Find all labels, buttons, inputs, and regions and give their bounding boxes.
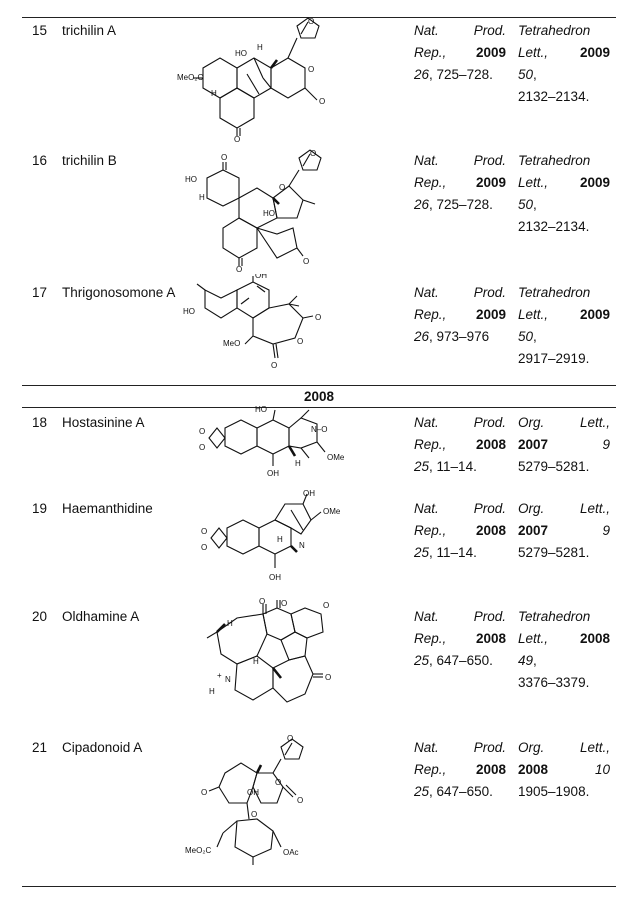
reference-1 xyxy=(414,20,506,86)
compound-name: Haemanthidine xyxy=(62,501,153,516)
structure-label: OAc xyxy=(283,848,299,857)
ref-journal: Org. xyxy=(518,501,545,516)
structure-label: O xyxy=(251,810,258,819)
ref-volume: 9 xyxy=(602,523,610,538)
ref-pages: 3376–3379. xyxy=(518,675,590,690)
ref-pages: , 11–14. xyxy=(429,545,477,560)
structure-label: MeO xyxy=(223,339,241,348)
entry-number: 15 xyxy=(32,23,48,38)
ref-journal: Lett., xyxy=(518,631,549,646)
ref-journal: Nat. xyxy=(414,501,439,516)
ref-journal: Nat. xyxy=(414,415,439,430)
ref-volume: 26 xyxy=(414,329,430,344)
ref-volume: 10 xyxy=(594,762,610,777)
ref-year: 2008 xyxy=(475,631,506,646)
ref-journal: Nat. xyxy=(414,153,439,168)
ref-year: 2009 xyxy=(579,175,610,190)
structure-label: MeO₂C xyxy=(177,73,204,82)
table-bottom-rule xyxy=(22,886,616,887)
structure-label: O xyxy=(221,153,228,162)
ref-journal: Lett., xyxy=(579,415,610,430)
ref-journal: Rep., xyxy=(414,307,447,322)
ref-pages: , 725–728. xyxy=(429,197,493,212)
structure-label: H xyxy=(211,89,217,98)
structure-label: O xyxy=(319,97,326,106)
ref-pages: , 973–976 xyxy=(429,329,490,344)
ref-journal: Prod. xyxy=(473,153,506,168)
reference-2 xyxy=(518,412,610,478)
ref-journal: Rep., xyxy=(414,437,447,452)
ref-volume: 25 xyxy=(414,545,430,560)
ref-volume: 25 xyxy=(414,784,430,799)
reference-1 xyxy=(414,282,506,348)
structure-label: MeO₂C xyxy=(185,846,212,855)
ref-year: 2008 xyxy=(475,523,506,538)
structure-label: N–O xyxy=(311,425,328,434)
ref-year: 2008 xyxy=(579,631,610,646)
ref-journal: Org. xyxy=(518,415,545,430)
structure-label: O xyxy=(279,183,286,192)
ref-volume: 25 xyxy=(414,653,430,668)
entry-number: 18 xyxy=(32,415,48,430)
ref-pages: , 725–728. xyxy=(429,67,493,82)
ref-pages: , 647–650. xyxy=(429,784,493,799)
ref-year: 2008 xyxy=(475,762,506,777)
structure-label: O xyxy=(308,65,315,74)
reference-1 xyxy=(414,606,506,672)
structure-label: HO xyxy=(185,175,197,184)
ref-journal: Tetrahedron xyxy=(518,609,591,624)
ref-journal: Rep., xyxy=(414,45,447,60)
structure-label: H xyxy=(257,43,263,52)
compound-name: Cipadonoid A xyxy=(62,740,143,755)
structure-label: HO xyxy=(183,307,195,316)
ref-journal: Prod. xyxy=(473,501,506,516)
reference-1 xyxy=(414,737,506,803)
compound-name: Hostasinine A xyxy=(62,415,145,430)
structure-label: OMe xyxy=(327,453,345,462)
structure-label: O xyxy=(310,149,317,158)
ref-volume: 9 xyxy=(602,437,610,452)
structure-label: O xyxy=(234,135,241,142)
ref-journal: Prod. xyxy=(473,415,506,430)
structure-hostasinine-a xyxy=(177,404,367,484)
structure-oldhamine-a xyxy=(177,598,367,722)
structure-label: O xyxy=(201,527,208,536)
ref-journal: Rep., xyxy=(414,523,447,538)
ref-journal: Tetrahedron xyxy=(518,285,591,300)
structure-label: H xyxy=(199,193,205,202)
structure-label: O xyxy=(287,734,294,743)
ref-pages: 5279–5281. xyxy=(518,459,590,474)
reference-1 xyxy=(414,150,506,216)
structure-label: OH xyxy=(255,274,267,280)
entry-number: 17 xyxy=(32,285,48,300)
ref-volume: 25 xyxy=(414,459,430,474)
ref-journal: Nat. xyxy=(414,740,439,755)
reference-2 xyxy=(518,737,610,803)
compound-name: trichilin A xyxy=(62,23,117,38)
reference-2: Tetrahedron Lett., 2009 50 , 2132–2134. xyxy=(518,20,610,108)
compound-name: trichilin B xyxy=(62,153,117,168)
entry-number: 16 xyxy=(32,153,48,168)
ref-journal: Prod. xyxy=(473,609,506,624)
entry-number: 21 xyxy=(32,740,48,755)
structure-label: O xyxy=(323,601,330,610)
structure-label: O xyxy=(297,337,304,346)
structure-label: H xyxy=(277,535,283,544)
reference-2: Tetrahedron Lett., 2009 50 , 2132–2134. xyxy=(518,150,610,238)
structure-label: O xyxy=(271,361,278,370)
structure-label: O xyxy=(199,443,206,452)
reference-2: Tetrahedron Lett., 2009 50 , 2917–2919. xyxy=(518,282,610,370)
ref-journal: Rep., xyxy=(414,762,447,777)
structure-trichilin-a xyxy=(177,12,367,142)
compound-name: Thrigonosomone A xyxy=(62,285,176,300)
ref-pages: , 647–650. xyxy=(429,653,493,668)
ref-journal: Nat. xyxy=(414,609,439,624)
ref-journal: Tetrahedron xyxy=(518,153,591,168)
ref-year: 2007 xyxy=(518,437,549,452)
reference-2 xyxy=(518,498,610,564)
ref-journal: Nat. xyxy=(414,285,439,300)
entry-number: 19 xyxy=(32,501,48,516)
structure-label: OH xyxy=(269,573,281,582)
year-header: 2008 xyxy=(303,389,335,404)
ref-journal: Lett., xyxy=(579,501,610,516)
ref-year: 2009 xyxy=(475,307,506,322)
ref-volume: 26 xyxy=(414,197,430,212)
ref-journal: Org. xyxy=(518,740,545,755)
ref-journal: Tetrahedron xyxy=(518,23,591,38)
ref-volume: 50 xyxy=(518,197,534,212)
ref-year: 2009 xyxy=(579,307,610,322)
ref-pages: 2132–2134. xyxy=(518,219,590,234)
structure-label: HO xyxy=(235,49,247,58)
structure-label: HO xyxy=(263,209,275,218)
structure-label: O xyxy=(201,543,208,552)
structure-label: O xyxy=(325,673,332,682)
reference-2: Tetrahedron Lett., 2008 49 , 3376–3379. xyxy=(518,606,610,694)
ref-year: 2008 xyxy=(475,437,506,452)
entry-number: 20 xyxy=(32,609,48,624)
ref-pages: , 11–14. xyxy=(429,459,477,474)
structure-label: N xyxy=(225,675,231,684)
compound-name: Oldhamine A xyxy=(62,609,140,624)
ref-year: 2007 xyxy=(518,523,549,538)
structure-label: OH xyxy=(247,788,259,797)
structure-label: H xyxy=(295,459,301,468)
ref-volume: 50 xyxy=(518,67,534,82)
year-section-rule xyxy=(22,385,616,386)
structure-label: OMe xyxy=(323,507,341,516)
structure-trichilin-b xyxy=(177,142,367,272)
structure-label: O xyxy=(297,796,304,805)
reference-1 xyxy=(414,498,506,564)
ref-volume: 49 xyxy=(518,653,534,668)
ref-year: 2009 xyxy=(579,45,610,60)
ref-journal: Prod. xyxy=(473,23,506,38)
ref-pages: 1905–1908. xyxy=(518,784,590,799)
reference-1 xyxy=(414,412,506,478)
structure-label: O xyxy=(315,313,322,322)
structure-label: H xyxy=(227,619,233,628)
ref-journal: Lett., xyxy=(518,307,549,322)
ref-volume: 50 xyxy=(518,329,534,344)
structure-label: O xyxy=(308,17,315,26)
structure-label: O xyxy=(201,788,208,797)
ref-journal: Prod. xyxy=(473,740,506,755)
structure-label: O xyxy=(281,599,288,608)
structure-label: OH xyxy=(267,469,279,478)
structure-label: + xyxy=(217,671,222,680)
ref-journal: Lett., xyxy=(518,175,549,190)
ref-pages: 5279–5281. xyxy=(518,545,590,560)
structure-label: O xyxy=(236,265,243,272)
ref-journal: Lett., xyxy=(518,45,549,60)
structure-thrigonosomone-a xyxy=(177,274,367,378)
ref-year: 2009 xyxy=(475,45,506,60)
ref-journal: Rep., xyxy=(414,175,447,190)
structure-cipadonoid-a xyxy=(177,729,367,873)
ref-journal: Rep., xyxy=(414,631,447,646)
structure-haemanthidine xyxy=(177,490,367,590)
structure-label: O xyxy=(303,257,310,266)
ref-journal: Prod. xyxy=(473,285,506,300)
ref-volume: 26 xyxy=(414,67,430,82)
ref-year: 2009 xyxy=(475,175,506,190)
ref-journal: Lett., xyxy=(579,740,610,755)
structure-label: N xyxy=(299,541,305,550)
structure-label: HO xyxy=(255,405,267,414)
ref-journal: Nat. xyxy=(414,23,439,38)
structure-label: H xyxy=(209,687,215,696)
ref-pages: 2132–2134. xyxy=(518,89,590,104)
structure-label: O xyxy=(259,598,266,606)
structure-label: O xyxy=(199,427,206,436)
structure-label: H xyxy=(253,657,259,666)
structure-label: OH xyxy=(303,490,315,498)
structure-label: O xyxy=(275,778,282,787)
ref-pages: 2917–2919. xyxy=(518,351,590,366)
ref-year: 2008 xyxy=(518,762,549,777)
